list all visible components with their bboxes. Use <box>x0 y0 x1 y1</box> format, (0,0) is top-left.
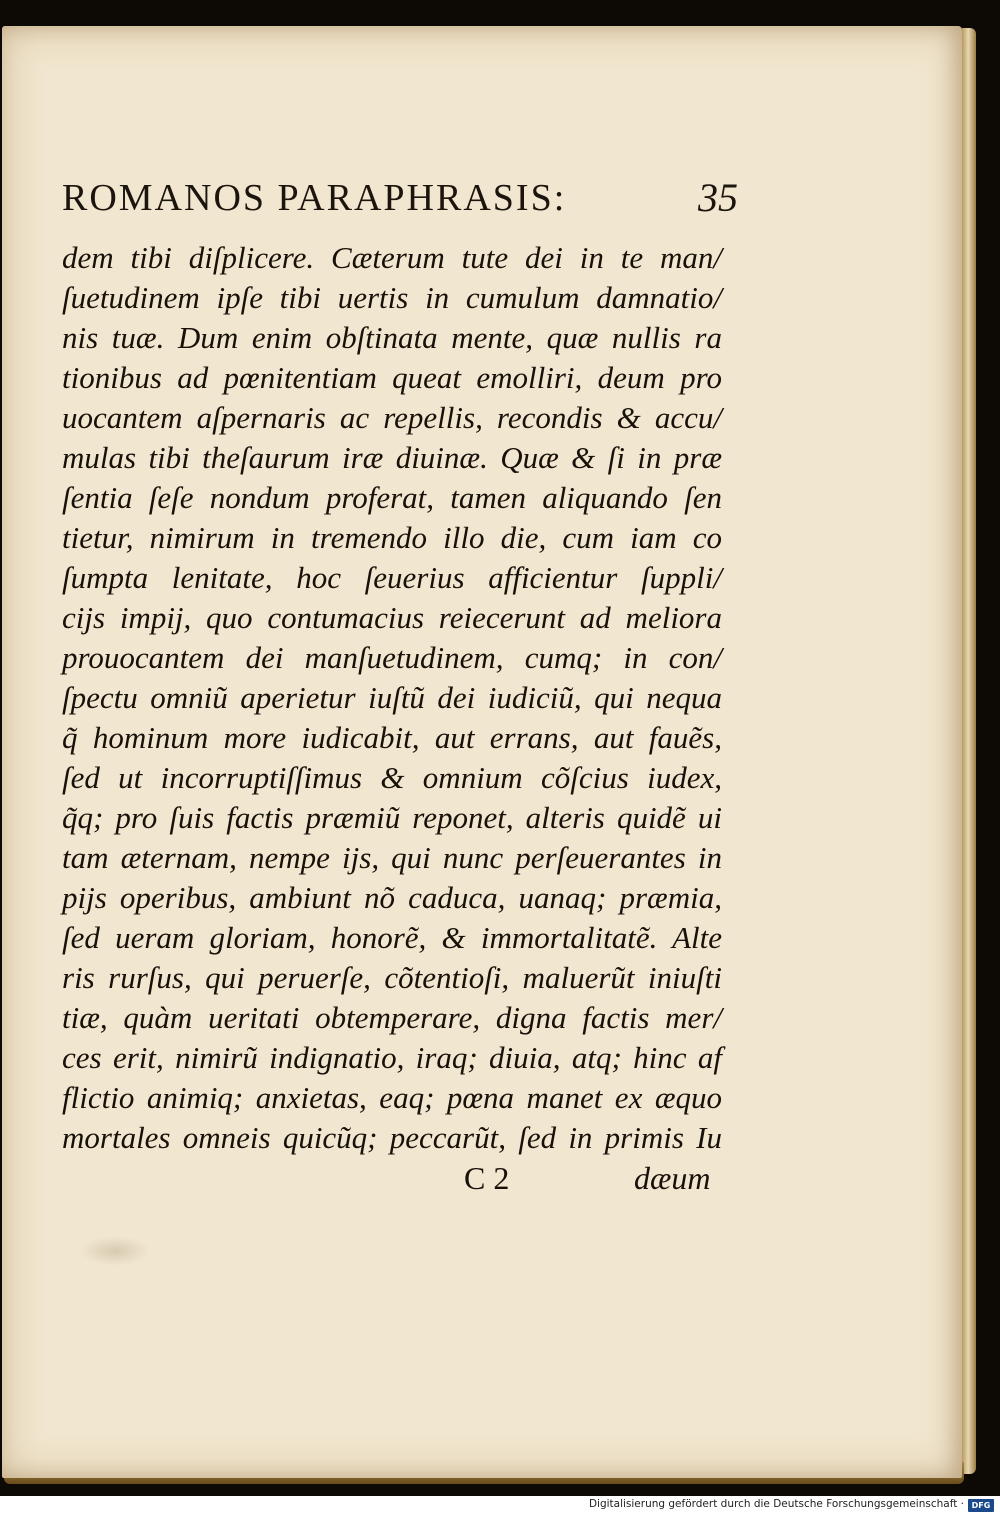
body-text <box>62 238 722 1158</box>
text-line: pijs operibus, ambiunt nõ caduca, uanaq; præmia, <box>62 880 722 915</box>
text-line: q̃ hominum more iudicabit, aut errans, aut fauẽs, <box>62 720 722 755</box>
dfg-logo: DFG <box>968 1499 994 1512</box>
page-footer <box>62 1160 722 1200</box>
credit-text: Digitalisierung gefördert durch die Deutsche Forschungsgemeinschaft · <box>588 1498 964 1510</box>
text-line: tionibus ad pœnitentiam queat emolliri, deum pro <box>62 360 722 395</box>
text-line: nis tuæ. Dum enim obſtinata mente, quæ nullis ra <box>62 320 722 355</box>
text-line: dem tibi diſplicere. Cæterum tute dei in te man/ <box>62 240 722 275</box>
text-line: q̃q; pro ſuis factis præmiũ reponet, alteris quidẽ ui <box>62 800 722 835</box>
page-fore-edge <box>962 28 976 1474</box>
page-number: 35 <box>698 175 738 220</box>
text-line: ces erit, nimirũ indignatio, iraq; diuia, atq; hinc af <box>62 1040 722 1075</box>
text-line: prouocantem dei manſuetudinem, cumq; in con/ <box>62 640 722 675</box>
text-line: mortales omneis quicũq; peccarũt, ſed in primis Iu <box>62 1120 722 1155</box>
text-line: ſuetudinem ipſe tibi uertis in cumulum damnatio/ <box>62 280 722 315</box>
text-line: tiæ, quàm ueritati obtemperare, digna factis mer/ <box>62 1000 722 1035</box>
running-title: ROMANOS PARAPHRASIS: <box>62 177 567 219</box>
text-line: tam æternam, nempe ijs, qui nunc perſeuerantes in <box>62 840 722 875</box>
page-header <box>62 176 742 226</box>
signature-mark: C 2 <box>464 1160 510 1196</box>
text-line: ſed ut incorruptiſſimus & omnium cõſcius iudex, <box>62 760 722 795</box>
text-line: cijs impij, quo contumacius reiecerunt ad meliora <box>62 600 722 635</box>
ink-smudge <box>80 1236 150 1266</box>
text-line: uocantem aſpernaris ac repellis, recondis & accu/ <box>62 400 722 435</box>
text-line: mulas tibi theſaurum iræ diuinæ. Quæ & ſi in præ <box>62 440 722 475</box>
text-line: ris rurſus, qui peruerſe, cõtentioſi, maluerũt iniuſti <box>62 960 722 995</box>
credit-bar <box>0 1496 1000 1516</box>
text-line: ſentia ſeſe nondum proferat, tamen aliquando ſen <box>62 480 722 515</box>
text-line: tietur, nimirum in tremendo illo die, cum iam co <box>62 520 722 555</box>
text-line: ſed ueram gloriam, honorẽ, & immortalitatẽ. Alte <box>62 920 722 955</box>
text-line: flictio animiq; anxietas, eaq; pœna manet ex æquo <box>62 1080 722 1115</box>
catchword: dæum <box>634 1160 711 1196</box>
text-line: ſumpta lenitate, hoc ſeuerius afficientur ſuppli/ <box>62 560 722 595</box>
text-line: ſpectu omniũ aperietur iuſtũ dei iudiciũ, qui nequa <box>62 680 722 715</box>
